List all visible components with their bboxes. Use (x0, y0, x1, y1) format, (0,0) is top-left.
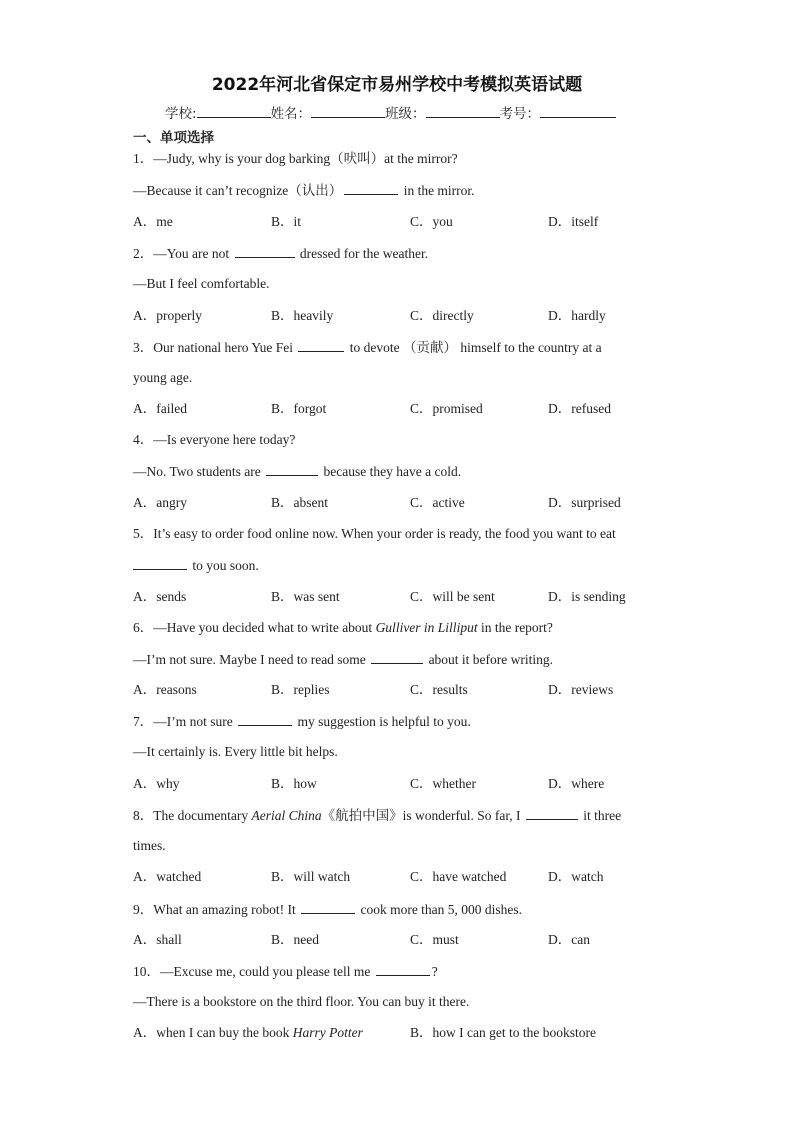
q8-option-d[interactable]: D．watch (548, 869, 604, 884)
q5-option-b[interactable]: B．was sent (271, 589, 340, 604)
answer-blank (235, 245, 295, 258)
q9-option-c[interactable]: C．must (410, 932, 459, 947)
q10-option-b[interactable]: B．how I can get to the bookstore (410, 1025, 596, 1040)
answer-blank (344, 182, 398, 195)
q2-option-b[interactable]: B．heavily (271, 308, 334, 323)
class-label: 班级： (385, 106, 426, 122)
q5-option-c[interactable]: C．will be sent (410, 589, 495, 604)
answer-blank (526, 807, 578, 820)
q3-option-b[interactable]: B．forgot (271, 401, 327, 416)
q5-option-d[interactable]: D．is sending (548, 589, 626, 604)
q4-option-a[interactable]: A．angry (133, 495, 187, 510)
question-10-line-1: 10．—Excuse me, could you please tell me ? (133, 964, 438, 979)
q2-option-a[interactable]: A．properly (133, 308, 202, 323)
q4-option-d[interactable]: D．surprised (548, 495, 621, 510)
answer-blank (266, 463, 318, 476)
q2-option-d[interactable]: D．hardly (548, 308, 606, 323)
number-label: 考号： (499, 106, 541, 122)
q1-option-d[interactable]: D．itself (548, 214, 599, 229)
question-10-line-2: —There is a bookstore on the third floor. You can buy it there. (133, 994, 470, 1009)
page-title: 2022年河北省保定市易州学校中考模拟英语试题 (211, 75, 583, 95)
question-3-line-1: 3．Our national hero Yue Fei to devote （贡献） himself to the country at a (133, 340, 602, 355)
q2-option-c[interactable]: C．directly (410, 308, 474, 323)
question-6-line-2: —I’m not sure. Maybe I need to read some about it before writing. (133, 652, 554, 667)
question-3-line-2: young age. (133, 370, 193, 385)
q6-option-b[interactable]: B．replies (271, 682, 330, 697)
answer-blank (133, 557, 187, 570)
question-4-line-1: 4．—Is everyone here today? (133, 432, 296, 447)
section-title: 一、单项选择 (133, 130, 214, 146)
question-9-line-1: 9．What an amazing robot! It cook more than 5, 000 dishes. (133, 902, 523, 917)
school-label: 学校: (165, 106, 197, 122)
question-8-line-1: 8．The documentary Aerial China《航拍中国》is wonderful. So far, I it three (133, 808, 622, 823)
question-1-line-1: 1．—Judy, why is your dog barking（吠叫）at the mirror? (133, 151, 458, 166)
question-5-line-2: to you soon. (133, 557, 259, 574)
q1-option-c[interactable]: C．you (410, 214, 453, 229)
question-1-line-2: —Because it can’t recognize（认出） in the mirror. (133, 183, 475, 198)
q6-option-c[interactable]: C．results (410, 682, 468, 697)
name-field[interactable] (311, 103, 385, 118)
q6-option-a[interactable]: A．reasons (133, 682, 197, 697)
q3-option-d[interactable]: D．refused (548, 401, 611, 416)
class-field[interactable] (426, 103, 500, 118)
q7-option-c[interactable]: C．whether (410, 776, 476, 791)
q7-option-a[interactable]: A．why (133, 776, 180, 791)
question-2-line-2: —But I feel comfortable. (133, 276, 270, 291)
q1-option-a[interactable]: A．me (133, 214, 173, 229)
q8-option-a[interactable]: A．watched (133, 869, 202, 884)
q10-option-a[interactable]: A．when I can buy the book Harry Potter (133, 1025, 363, 1040)
q7-option-b[interactable]: B．how (271, 776, 317, 791)
q7-option-d[interactable]: D．where (548, 776, 605, 791)
q9-option-b[interactable]: B．need (271, 932, 319, 947)
question-4-line-2: —No. Two students are because they have a cold. (133, 464, 462, 479)
q8-option-b[interactable]: B．will watch (271, 869, 351, 884)
q6-option-d[interactable]: D．reviews (548, 682, 614, 697)
answer-blank (238, 713, 292, 726)
q1-option-b[interactable]: B．it (271, 214, 302, 229)
answer-blank (376, 963, 430, 976)
q9-option-a[interactable]: A．shall (133, 932, 182, 947)
question-5-line-1: 5．It’s easy to order food online now. When your order is ready, the food you want to eat (133, 526, 616, 541)
name-label: 姓名： (270, 106, 312, 122)
answer-blank (301, 901, 355, 914)
question-8-line-2: times. (133, 838, 166, 853)
question-7-line-2: —It certainly is. Every little bit helps. (133, 744, 338, 759)
q9-option-d[interactable]: D．can (548, 932, 590, 947)
answer-blank (298, 339, 344, 352)
q3-option-c[interactable]: C．promised (410, 401, 483, 416)
q5-option-a[interactable]: A．sends (133, 589, 187, 604)
answer-blank (371, 651, 423, 664)
q3-option-a[interactable]: A．failed (133, 401, 187, 416)
school-field[interactable] (197, 103, 271, 118)
question-7-line-1: 7．—I’m not sure my suggestion is helpful to you. (133, 714, 471, 729)
q4-option-b[interactable]: B．absent (271, 495, 328, 510)
question-2-line-1: 2．—You are not dressed for the weather. (133, 246, 429, 261)
q4-option-c[interactable]: C．active (410, 495, 465, 510)
q8-option-c[interactable]: C．have watched (410, 869, 507, 884)
number-field[interactable] (540, 103, 616, 118)
question-6-line-1: 6．—Have you decided what to write about Gulliver in Lilliput in the report? (133, 620, 553, 635)
student-info-row (165, 102, 616, 122)
